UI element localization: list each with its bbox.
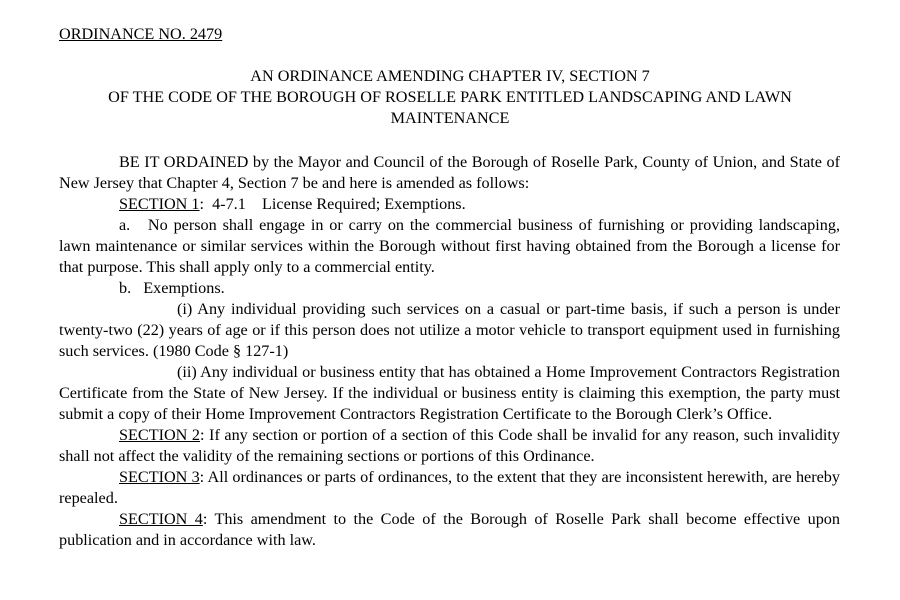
section-1-label: SECTION 1: [119, 195, 200, 213]
section-1-text: : 4-7.1 License Required; Exemptions.: [199, 195, 466, 213]
section-3-text: : All ordinances or parts of ordinances, to the extent that they are inconsistent herewith, are hereby repealed.: [59, 468, 840, 507]
title-line-2: OF THE CODE OF THE BOROUGH OF ROSELLE PARK ENTITLED LANDSCAPING AND LAWN: [108, 88, 792, 106]
title-line-3: MAINTENANCE: [390, 109, 510, 127]
exemption-i: (i) Any individual providing such services on a casual or part-time basis, if such a person is under twenty-two (22) years of age or if this person does not utilize a motor vehicle to transport equipment used in furnishing such services. (1980 Code § 127-1): [59, 300, 840, 360]
ordinance-body: [59, 152, 845, 551]
section-2-label: SECTION 2: [119, 426, 200, 444]
section-4-label: SECTION 4: [119, 510, 203, 528]
ordinance-title: [40, 66, 860, 129]
paragraph-a: a. No person shall engage in or carry on the commercial business of furnishing or providing landscaping, lawn maintenance or similar services within the Borough without first having obtained from the Borough a license for that purpose. This shall apply only to a commercial entity.: [59, 216, 845, 276]
section-3-label: SECTION 3: [119, 468, 200, 486]
section-3: [59, 467, 840, 509]
title-line-1: AN ORDINANCE AMENDING CHAPTER IV, SECTION 7: [250, 67, 650, 85]
section-2-text: : If any section or portion of a section of this Code shall be invalid for any reason, such invalidity shall not affect the validity of the remaining sections or portions of this Ordinance.: [59, 426, 840, 465]
section-4: [59, 509, 840, 551]
section-1: [59, 194, 840, 215]
exemption-ii: (ii) Any individual or business entity that has obtained a Home Improvement Contractors Registration Certificate from the State of New Jersey. If the individual or business entity is claiming this exemption, the party must submit a copy of their Home Improvement Contractors Registration Certificate to the Borough Clerk’s Office.: [59, 363, 840, 423]
preamble: BE IT ORDAINED by the Mayor and Council of the Borough of Roselle Park, County of Union, and State of New Jersey that Chapter 4, Section 7 be and here is amended as follows:: [59, 153, 840, 192]
ordinance-number: ORDINANCE NO. 2479: [59, 25, 223, 43]
section-2: [59, 425, 840, 467]
section-4-text: : This amendment to the Code of the Borough of Roselle Park shall become effective upon publication and in accordance with law.: [59, 510, 840, 549]
paragraph-b: b. Exemptions.: [119, 279, 225, 297]
